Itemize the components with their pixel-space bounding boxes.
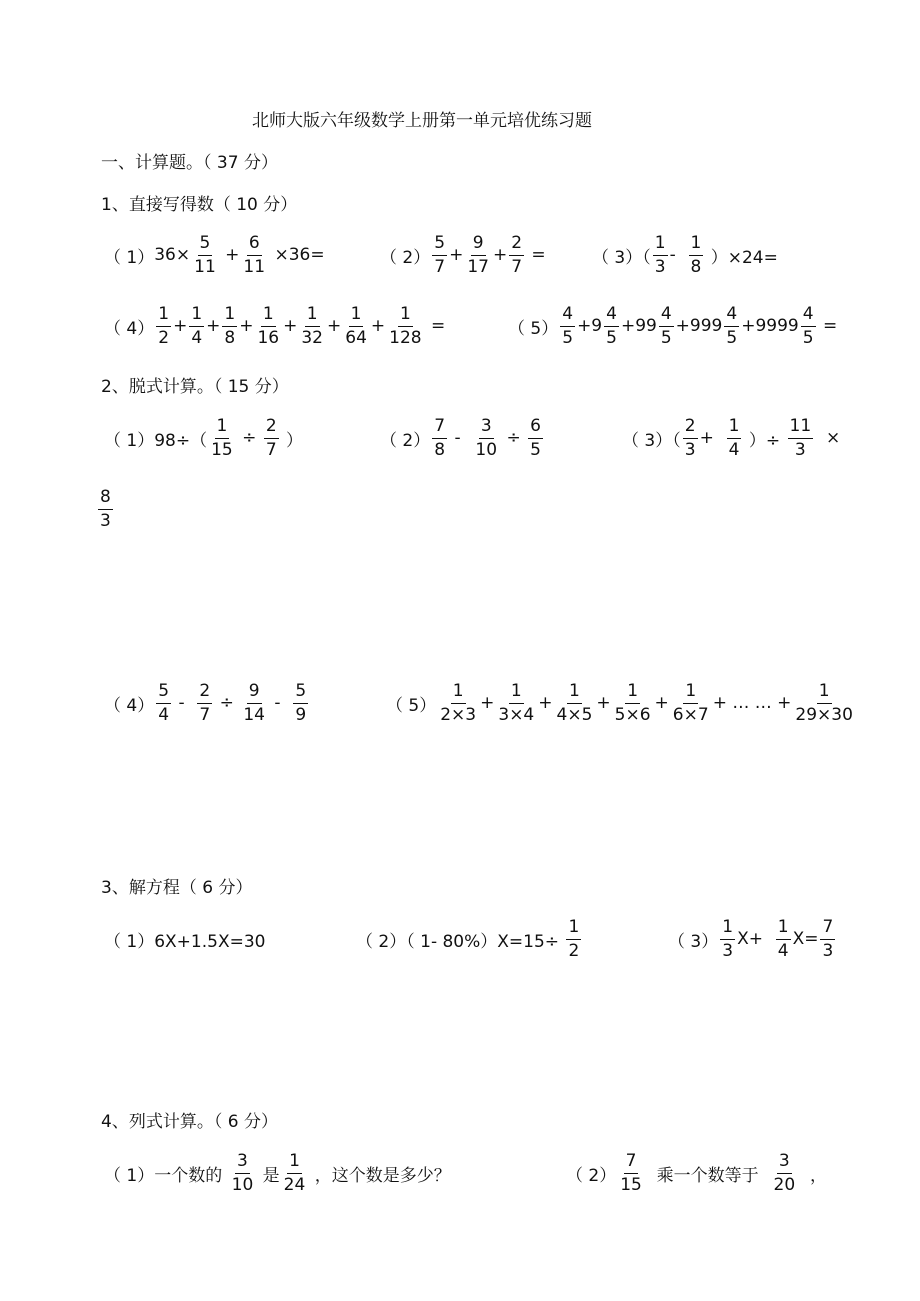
fraction: $\frac{1}{3}$ — [654, 232, 666, 277]
fraction: $\frac{2}{7}$ — [199, 680, 211, 725]
fraction: $\frac{1}{4\times 5}$ — [556, 680, 593, 725]
page-title: 北师大版六年级数学上册第一单元培优练习题 — [252, 111, 592, 131]
fraction: $\frac{6}{11}$ — [243, 232, 266, 277]
fraction: $\frac{2}{7}$ — [511, 232, 523, 277]
fraction: $\frac{1}{4}$ — [728, 415, 740, 460]
fraction: $\frac{4}{5}$ — [802, 303, 814, 348]
fraction: $\frac{1}{32}$ — [301, 303, 323, 348]
part1-q3: （ 3）（ $\frac{1}{3}$ - $\frac{1}{8}$ ）×24= — [592, 232, 778, 277]
fraction: $\frac{5}{11}$ — [194, 232, 216, 277]
part4-q2: （ 2） $\frac{7}{15}$ 乘一个数等于 $\frac{3}{20}$ ， — [566, 1150, 827, 1195]
fraction: $\frac{9}{14}$ — [243, 680, 265, 725]
fraction: $\frac{7}{8}$ — [434, 415, 446, 460]
part2-q3-wrap — [96, 484, 115, 534]
fraction: $\frac{9}{17}$ — [467, 232, 489, 277]
fraction: $\frac{1}{2\times 3}$ — [440, 680, 477, 725]
fraction: $\frac{1}{29\times 30}$ — [795, 680, 853, 725]
fraction: $\frac{1}{8}$ — [224, 303, 236, 348]
part2-heading: 2、脱式计算。（ 15 分） — [101, 377, 289, 397]
fraction: $\frac{1}{16}$ — [257, 303, 280, 348]
fraction: $\frac{1}{6\times 7}$ — [672, 680, 709, 725]
part2-q1: （ 1）98÷（ $\frac{1}{15}$ ÷ $\frac{2}{7}$ ） — [104, 415, 304, 460]
part2-q2: （ 2） $\frac{7}{8}$ - $\frac{3}{10}$ ÷ $\frac{6}{5}$ — [380, 415, 541, 460]
fraction: $\frac{3}{10}$ — [475, 415, 498, 460]
fraction: $\frac{3}{20}$ — [773, 1150, 796, 1195]
fraction: $\frac{1}{24}$ — [283, 1150, 306, 1195]
part1-q5: （ 5） $\frac{4}{5}$ +9 $\frac{4}{5}$ +99 $\frac{4}{5}$ +999 $\frac{4}{5}$ +9999 $\frac{4}{5}$ = — [508, 303, 838, 348]
fraction: $\frac{1}{5\times 6}$ — [614, 680, 651, 725]
part4-q1: （ 1）一个数的 $\frac{3}{10}$ 是 $\frac{1}{24}$ ，这个数是多少？ — [104, 1150, 451, 1195]
fraction: $\frac{1}{2}$ — [158, 303, 170, 348]
fraction: $\frac{1}{2}$ — [568, 916, 580, 961]
part4-heading: 4、列式计算。（ 6 分） — [101, 1112, 278, 1132]
fraction: $\frac{6}{5}$ — [530, 415, 541, 460]
fraction: $\frac{7}{15}$ — [620, 1150, 642, 1195]
part2-q3: （ 3）（ $\frac{2}{3}$ + $\frac{1}{4}$ ）÷ $\frac{11}{3}$ × — [622, 415, 841, 460]
part3-q3: （ 3） $\frac{1}{3}$ X+ $\frac{1}{4}$ X= $\frac{7}{3}$ — [668, 916, 834, 961]
part1-q2: （ 2） $\frac{5}{7}$ + $\frac{9}{17}$ + $\frac{2}{7}$ = — [380, 232, 546, 277]
part3-heading: 3、解方程（ 6 分） — [101, 878, 253, 898]
fraction: $\frac{4}{5}$ — [606, 303, 617, 348]
fraction: $\frac{4}{5}$ — [562, 303, 574, 348]
fraction: $\frac{3}{10}$ — [231, 1150, 254, 1195]
part3-q2: （ 2）（ 1- 80%）X=15÷ $\frac{1}{2}$ — [356, 916, 580, 961]
part1-heading: 1、直接写得数（ 10 分） — [101, 195, 298, 215]
part2-q4: （ 4） $\frac{5}{4}$ - $\frac{2}{7}$ ÷ $\frac{9}{14}$ - $\frac{5}{9}$ — [104, 680, 307, 725]
section-heading: 一、计算题。（ 37 分） — [101, 153, 278, 173]
fraction: $\frac{5}{4}$ — [158, 680, 170, 725]
fraction: $\frac{1}{4}$ — [191, 303, 203, 348]
fraction: $\frac{2}{7}$ — [265, 415, 277, 460]
part1-q1: （ 1） 36× $\frac{5}{11}$ + $\frac{6}{11}$ ×36= — [104, 232, 325, 277]
fraction: $\frac{1}{4}$ — [777, 916, 789, 961]
fraction: $\frac{1}{64}$ — [345, 303, 367, 348]
fraction: $\frac{1}{128}$ — [389, 303, 422, 348]
fraction: $\frac{4}{5}$ — [726, 303, 738, 348]
fraction: $\frac{1}{15}$ — [211, 415, 233, 460]
fraction: $\frac{5}{9}$ — [295, 680, 307, 725]
part1-q4: （ 4） $\frac{1}{2}$ + $\frac{1}{4}$ + $\frac{1}{8}$ + $\frac{1}{16}$ + $\frac{1}{32}$ + $\frac{1}{64}$ + $\frac{1}{128}$ = — [104, 303, 446, 348]
fraction: $\frac{2}{3}$ — [684, 415, 696, 460]
fraction: $\frac{11}{3}$ — [789, 415, 812, 460]
fraction: $\frac{1}{3}$ — [722, 916, 734, 961]
fraction: $\frac{8}{3}$ — [100, 486, 111, 531]
fraction: $\frac{5}{7}$ — [434, 232, 446, 277]
part2-q5: （ 5） $\frac{1}{2\times 3}$ + $\frac{1}{3\times 4}$ + $\frac{1}{4\times 5}$ + $\frac{1}{5\times 6}$ + $\frac{1}{6\times 7}$ + … … + $\frac{1}{29\times 30}$ — [386, 680, 853, 725]
fraction: $\frac{4}{5}$ — [660, 303, 672, 348]
fraction: $\frac{1}{8}$ — [690, 232, 702, 277]
part3-q1: （ 1）6X+1.5X=30 — [104, 931, 266, 952]
fraction: $\frac{1}{3\times 4}$ — [498, 680, 535, 725]
fraction: $\frac{7}{3}$ — [822, 916, 834, 961]
